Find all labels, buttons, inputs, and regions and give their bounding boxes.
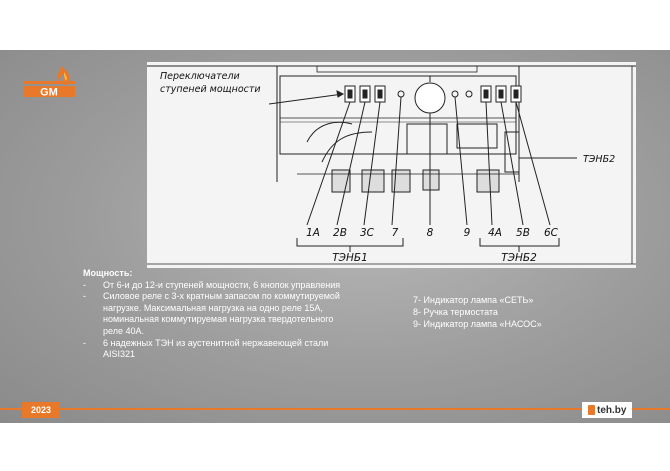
switch-5b xyxy=(496,86,506,102)
number-label: 2В xyxy=(333,227,347,239)
number-label: 5В xyxy=(516,227,530,239)
group1-label: ТЭНБ1 xyxy=(332,252,368,264)
switch-3c xyxy=(375,86,385,102)
indicator-legend xyxy=(413,295,542,330)
control-panel-diagram xyxy=(147,62,636,268)
legend-item: 8- Ручка термостата xyxy=(413,306,498,317)
tenb2-side-label: ТЭНБ2 xyxy=(583,154,616,165)
slide xyxy=(0,50,670,423)
brand-mark-icon xyxy=(588,405,595,415)
list-item: - 6 надежных ТЭН из аустенитной нержавеющей стали AISI321 xyxy=(83,338,353,361)
switch-4a xyxy=(481,86,491,102)
number-label: 4А xyxy=(488,227,502,239)
company-logo xyxy=(22,64,76,98)
brand-badge xyxy=(582,402,632,418)
number-label: 7 xyxy=(391,227,399,239)
switch-2b xyxy=(360,86,370,102)
number-label: 8 xyxy=(426,227,434,239)
switches-label-line1: Переключатели xyxy=(160,71,240,82)
number-label: 3С xyxy=(359,227,375,239)
logo-text: GM xyxy=(40,86,58,98)
lamp-9 xyxy=(452,91,458,97)
year-badge: 2023 xyxy=(22,402,60,418)
thermostat-knob-8 xyxy=(415,83,445,113)
legend-item: 7- Индикатор лампа «СЕТЬ» xyxy=(413,295,534,305)
list-item: - Силовое реле с 3-х кратным запасом по коммутируемой нагрузке. Максимальная нагрузка на одно реле 15А, номинальная коммутируемая нагрузка твердотельного реле 40А. xyxy=(83,291,353,337)
flame-logo-icon xyxy=(22,64,76,98)
power-heading: Мощность: xyxy=(83,268,133,278)
group2-label: ТЭНБ2 xyxy=(501,252,537,264)
brand-name: teh.by xyxy=(597,404,627,416)
list-item: - От 6-и до 12-и ступеней мощности, 6 кнопок управления xyxy=(83,280,353,292)
power-list xyxy=(83,280,353,361)
footer-divider xyxy=(0,408,670,410)
legend-item: 9- Индикатор лампа «НАСОС» xyxy=(413,318,542,329)
switch-1a xyxy=(345,86,355,102)
switches-label-line2: ступеней мощности xyxy=(160,84,261,95)
power-description xyxy=(83,268,353,361)
number-label: 1А xyxy=(306,227,320,239)
lamp-7 xyxy=(398,91,404,97)
switch-6c xyxy=(511,86,521,102)
number-label: 9 xyxy=(463,227,471,239)
number-label: 6С xyxy=(543,227,559,239)
